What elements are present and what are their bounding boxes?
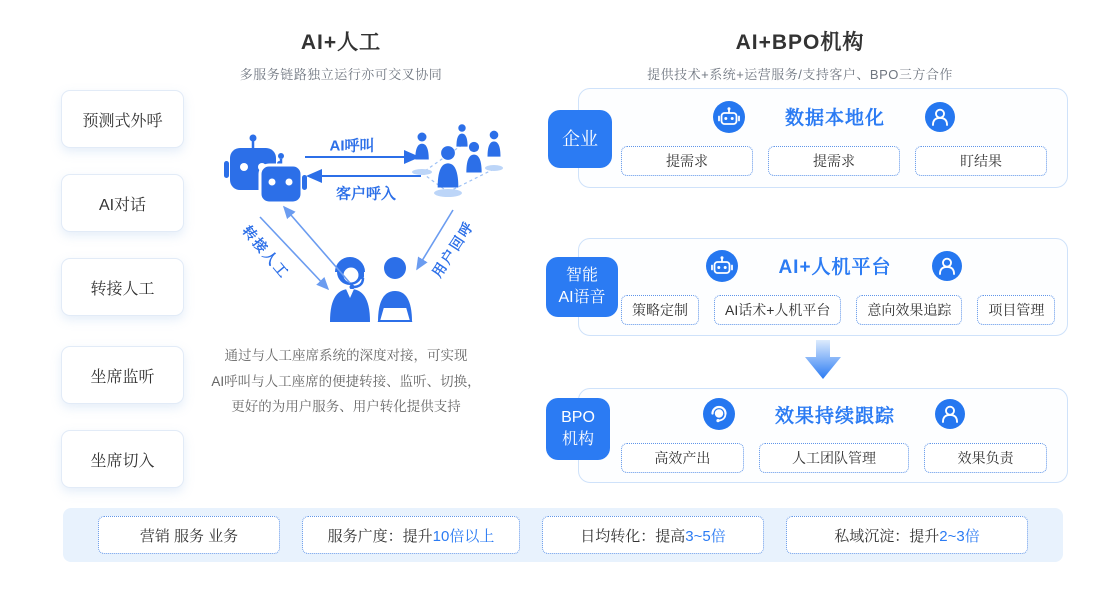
sidebar-item-label: 坐席监听	[90, 368, 155, 386]
sidebar-item-predictive-outbound	[61, 90, 184, 148]
sidebar-item-agent-join	[61, 430, 184, 488]
chip	[768, 146, 900, 176]
card-chip-row	[621, 443, 1047, 473]
chip	[856, 295, 962, 325]
chip-label: 意向效果追踪	[867, 301, 952, 318]
chip-label: 提需求	[666, 152, 708, 169]
badge-highlight: 2~3倍	[939, 527, 980, 545]
tag-ai-voice	[546, 257, 618, 317]
tag-line: AI语音	[558, 289, 606, 306]
sidebar-item-label: 坐席切入	[90, 452, 155, 470]
card-chip-row	[621, 146, 1047, 176]
card-title: 数据本地化	[784, 108, 885, 129]
metric-badge-business	[98, 516, 280, 554]
left-description	[176, 343, 516, 420]
left-section-header	[191, 26, 491, 83]
badge-text: 私域沉淀：提升	[834, 527, 940, 545]
card-header	[621, 101, 1047, 133]
tag-bpo	[546, 398, 610, 460]
chip	[621, 295, 699, 325]
tag-line: 企业	[562, 128, 598, 149]
sidebar-item-ai-dialog	[61, 174, 184, 232]
metric-badge-private-domain	[786, 516, 1028, 554]
card-bpo	[578, 388, 1068, 483]
card-chip-row	[621, 295, 1047, 325]
right-section-subtitle: 提供技术+系统+运营服务/支持客户、BPO三方合作	[647, 67, 953, 82]
badge-highlight: 3~5倍	[685, 527, 726, 545]
arrow-label-customer-in: 客户呼入	[335, 185, 397, 203]
tag-line: BPO	[561, 409, 595, 427]
headset-icon	[703, 398, 735, 430]
sidebar-item-label: AI对话	[98, 196, 147, 214]
chip-label: 提需求	[813, 152, 855, 169]
chip	[621, 146, 753, 176]
arrow-label-user-callback: 用户回呼	[428, 217, 478, 281]
sidebar-item-transfer-human	[61, 258, 184, 316]
arrow-label-transfer-human: 转接人工	[239, 222, 293, 282]
chip	[714, 295, 841, 325]
badge-highlight: 10倍以上	[432, 527, 495, 545]
customer-crowd-icon	[412, 124, 503, 197]
chip-label: 项目管理	[988, 301, 1045, 318]
metric-badge-service-breadth	[302, 516, 520, 554]
person-icon	[935, 399, 965, 429]
arrow-label-ai-call: AI呼叫	[329, 137, 375, 155]
bottom-metrics-strip	[63, 508, 1063, 562]
badge-text: 服务广度：提升	[327, 527, 433, 545]
person-icon	[932, 251, 962, 281]
chip-label: 人工团队管理	[792, 450, 876, 466]
person-icon	[925, 102, 955, 132]
chip	[621, 443, 744, 473]
down-arrow-icon	[805, 340, 841, 380]
robot-icon	[713, 101, 745, 133]
badge-text: 营销 服务 业务	[139, 527, 239, 545]
card-header	[621, 250, 1047, 282]
badge-text: 日均转化：提高	[580, 527, 686, 545]
chip	[915, 146, 1047, 176]
right-section-title: AI+BPO机构	[735, 31, 865, 54]
sidebar-item-agent-monitor	[61, 346, 184, 404]
chip-label: 高效产出	[654, 450, 711, 466]
tag-line: 机构	[561, 431, 594, 448]
chip	[759, 443, 910, 473]
human-agents-icon	[330, 257, 412, 322]
sidebar-item-label: 预测式外呼	[82, 112, 163, 130]
robot-icon	[706, 250, 738, 282]
card-title: AI+人机平台	[778, 257, 892, 278]
description-line: 通过与人工座席系统的深度对接，可实现	[224, 348, 468, 363]
metric-badge-daily-conversion	[542, 516, 764, 554]
chip-label: AI话术+人机平台	[725, 301, 831, 318]
description-line: 更好的为用户服务、用户转化提供支持	[231, 399, 461, 415]
sidebar-item-label: 转接人工	[90, 280, 155, 298]
chip	[977, 295, 1055, 325]
robot-pair-icon	[224, 135, 307, 204]
left-section-title: AI+人工	[300, 31, 382, 54]
chip-label: 策略定制	[632, 301, 688, 318]
description-line: AI呼叫与人工座席的便捷转接、监听、切换，	[211, 373, 481, 389]
card-enterprise	[578, 88, 1068, 188]
tag-enterprise	[548, 110, 612, 168]
tag-line: 智能	[565, 267, 598, 285]
chip-label: 效果负责	[957, 450, 1014, 466]
card-ai-voice	[578, 238, 1068, 336]
chip-label: 盯结果	[960, 152, 1002, 169]
left-section-subtitle: 多服务链路独立运行亦可交叉协同	[239, 67, 443, 82]
right-section-header	[600, 26, 1000, 83]
chip	[924, 443, 1047, 473]
card-header	[621, 398, 1047, 430]
card-title: 效果持续跟踪	[774, 405, 895, 427]
